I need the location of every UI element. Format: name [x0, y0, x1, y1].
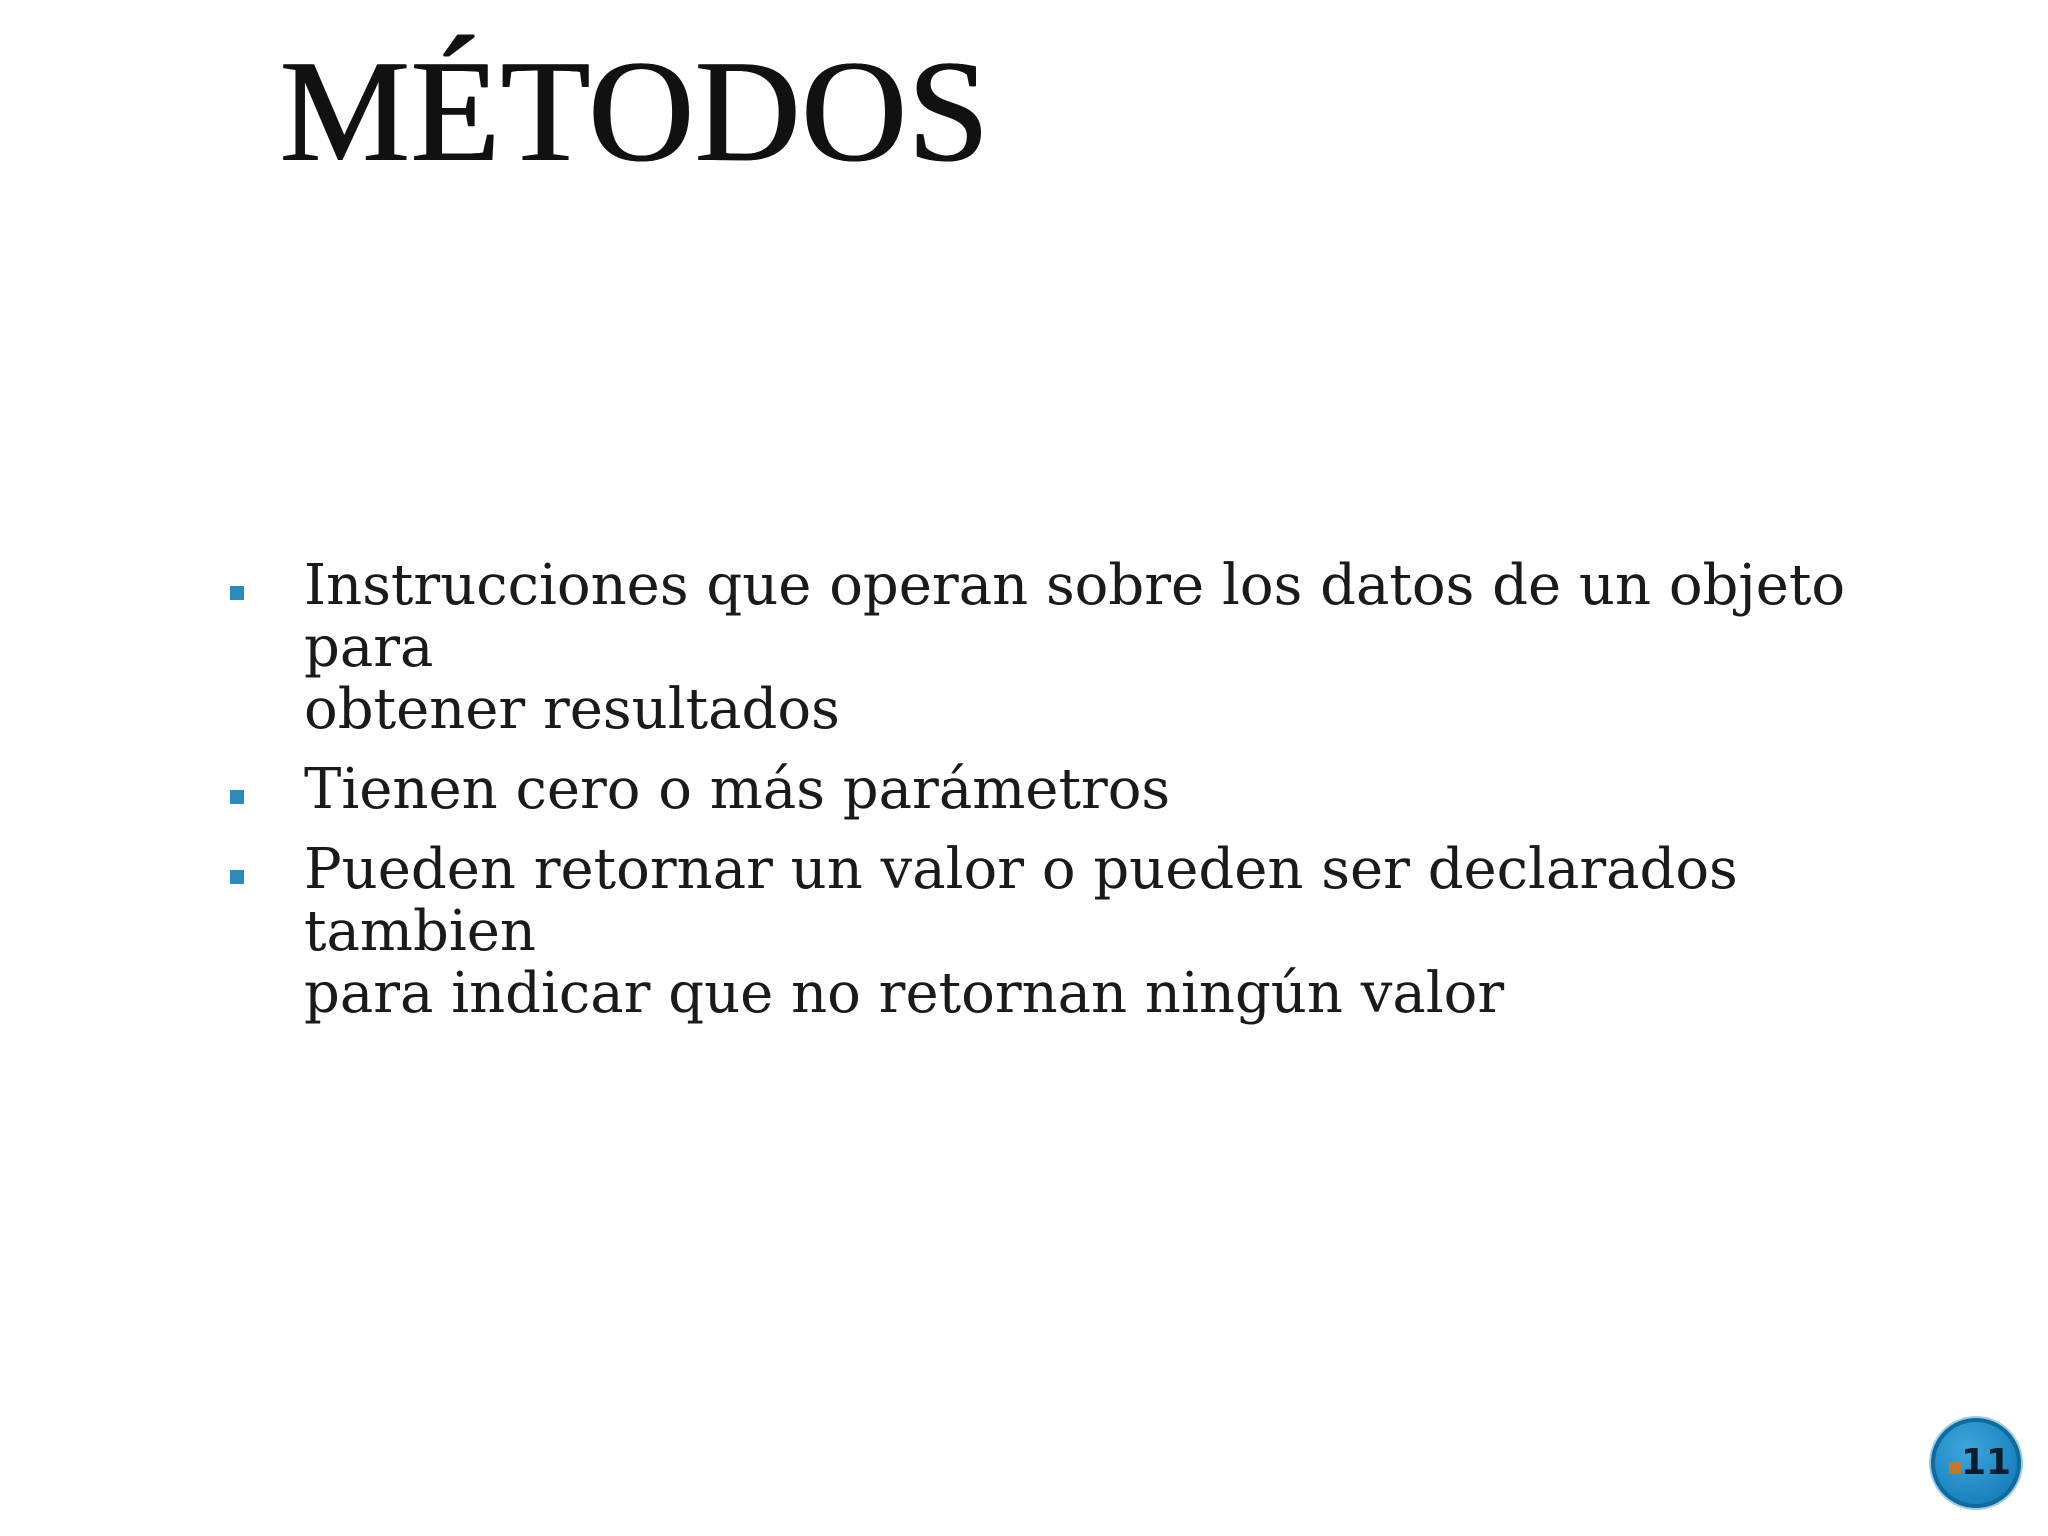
bullet-text-line: obtener resultados: [304, 677, 840, 742]
bullet-text-line: Tienen cero o más parámetros: [304, 757, 1171, 822]
badge-square-icon: [1949, 1462, 1961, 1474]
page-number: 11: [1961, 1442, 2012, 1483]
bullet-item: [220, 839, 1900, 1025]
bullet-item: [220, 759, 1900, 821]
square-bullet-icon: [230, 790, 244, 804]
bullet-text-line: Instrucciones que operan sobre los datos de un objeto para: [304, 553, 1846, 680]
bullet-list: [220, 555, 1900, 1043]
bullet-text-line: para indicar que no retornan ningún valor: [304, 961, 1505, 1026]
square-bullet-icon: [230, 870, 244, 884]
page-number-badge: [1931, 1418, 2021, 1508]
bullet-item: [220, 555, 1900, 741]
square-bullet-icon: [230, 586, 244, 600]
slide-title: MÉTODOS: [280, 30, 991, 192]
bullet-text-line: Pueden retornar un valor o pueden ser declarados tambien: [304, 837, 1738, 964]
